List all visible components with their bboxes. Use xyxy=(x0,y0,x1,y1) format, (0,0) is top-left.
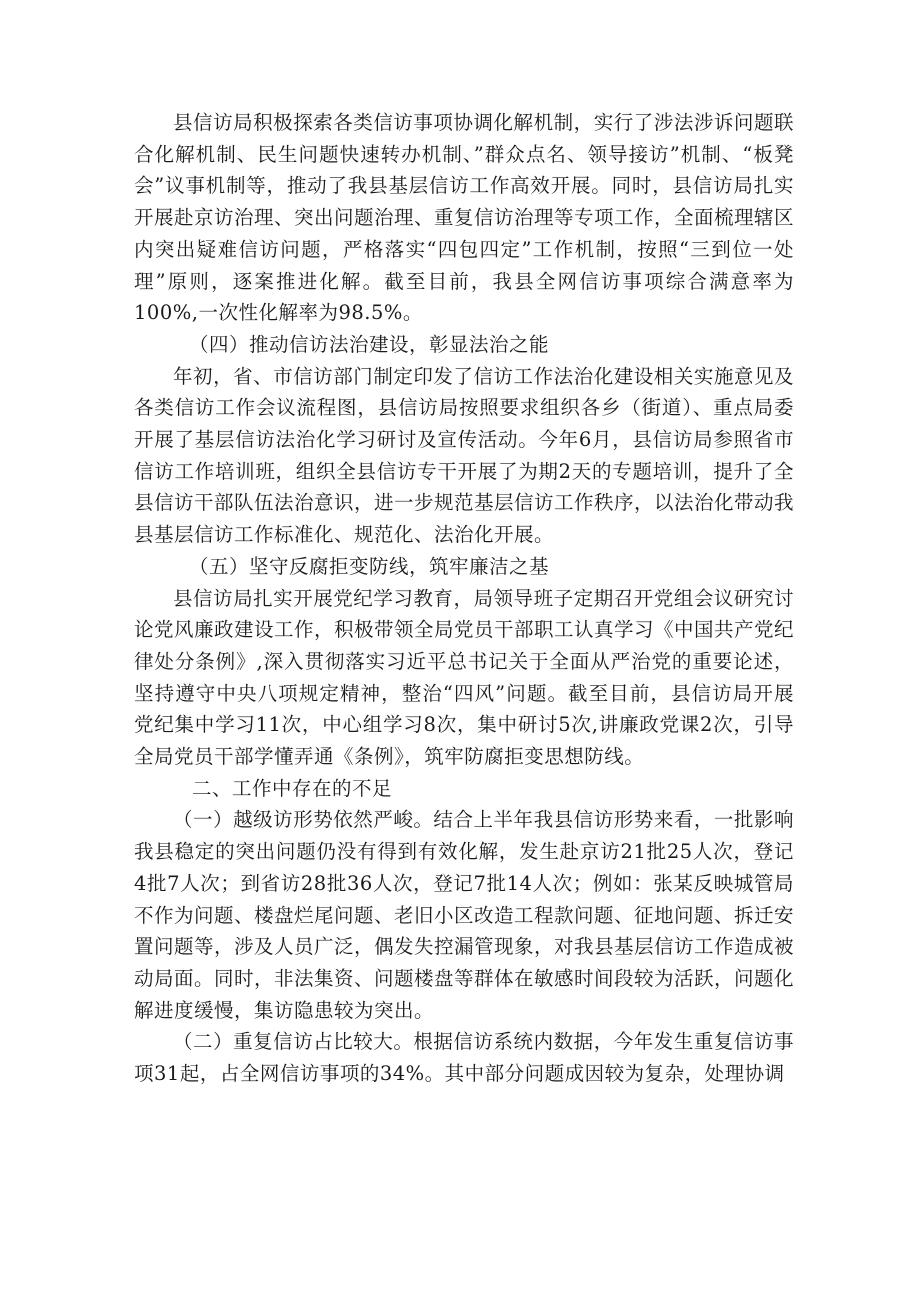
paragraph-repeat-petitions: （二）重复信访占比较大。根据信访系统内数据，今年发生重复信访事项31起，占全网信访事项的34%。其中部分问题成因较为复杂，处理协调 xyxy=(134,1030,794,1086)
heading-anti-corruption: （五）坚守反腐拒变防线，筑牢廉洁之基 xyxy=(189,554,550,578)
paragraph-anti-corruption: 县信访局扎实开展党纪学习教育，局领导班子定期召开党组会议研究讨论党风廉政建设工作，积极带领全局党员干部职工认真学习《中国共产党纪律处分条例》,深入贯彻落实习近平总书记关于全面从严治党的重要论述，坚持遵守中央八项规定精神，整治“四风”问题。截至目前，县信访局开展党纪集中学习11次，中心组学习8次，集中研讨5次,讲廉政党课2次，引导全局党员干部学懂弄通《条例》，筑牢防腐拒变思想防线。 xyxy=(134,586,795,769)
document-body xyxy=(134,107,794,1090)
heading-shortcomings: 二、工作中存在的不足 xyxy=(192,776,393,800)
paragraph-overlevel-petitions: （一）越级访形势依然严峻。结合上半年我县信访形势来看，一批影响我县稳定的突出问题仍没有得到有效化解，发生赴京访21批25人次，登记4批7人次；到省访28批36人次，登记7批14人次；例如：张某反映城管局不作为问题、楼盘烂尾问题、老旧小区改造工程款问题、征地问题、拆迁安置问题等，涉及人员广泛，偶发失控漏管现象，对我县基层信访工作造成被动局面。同时，非法集资、问题楼盘等群体在敏感时间段较为活跃，问题化解进度缓慢，集访隐患较为突出。 xyxy=(134,808,795,1022)
heading-rule-of-law: （四）推动信访法治建设，彰显法治之能 xyxy=(189,332,550,356)
paragraph-coordination-mechanism: 县信访局积极探索各类信访事项协调化解机制，实行了涉法涉诉问题联合化解机制、民生问题快速转办机制、”群众点名、领导接访”机制、“板凳会”议事机制等，推动了我县基层信访工作高效开展。同时，县信访局扎实开展赴京访治理、突出问题治理、重复信访治理等专项工作，全面梳理辖区内突出疑难信访问题，严格落实“四包四定”工作机制，按照“三到位一处理”原则，逐案推进化解。截至目前，我县全网信访事项综合满意率为100%,一次性化解率为98.5%。 xyxy=(134,111,795,325)
paragraph-rule-of-law: 年初，省、市信访部门制定印发了信访工作法治化建设相关实施意见及各类信访工作会议流程图，县信访局按照要求组织各乡（街道）、重点局委开展了基层信访法治化学习研讨及宣传活动。今年6月，县信访局参照省市信访工作培训班，组织全县信访专干开展了为期2天的专题培训，提升了全县信访干部队伍法治意识，进一步规范基层信访工作秩序，以法治化带动我县基层信访工作标准化、规范化、法治化开展。 xyxy=(134,364,795,547)
